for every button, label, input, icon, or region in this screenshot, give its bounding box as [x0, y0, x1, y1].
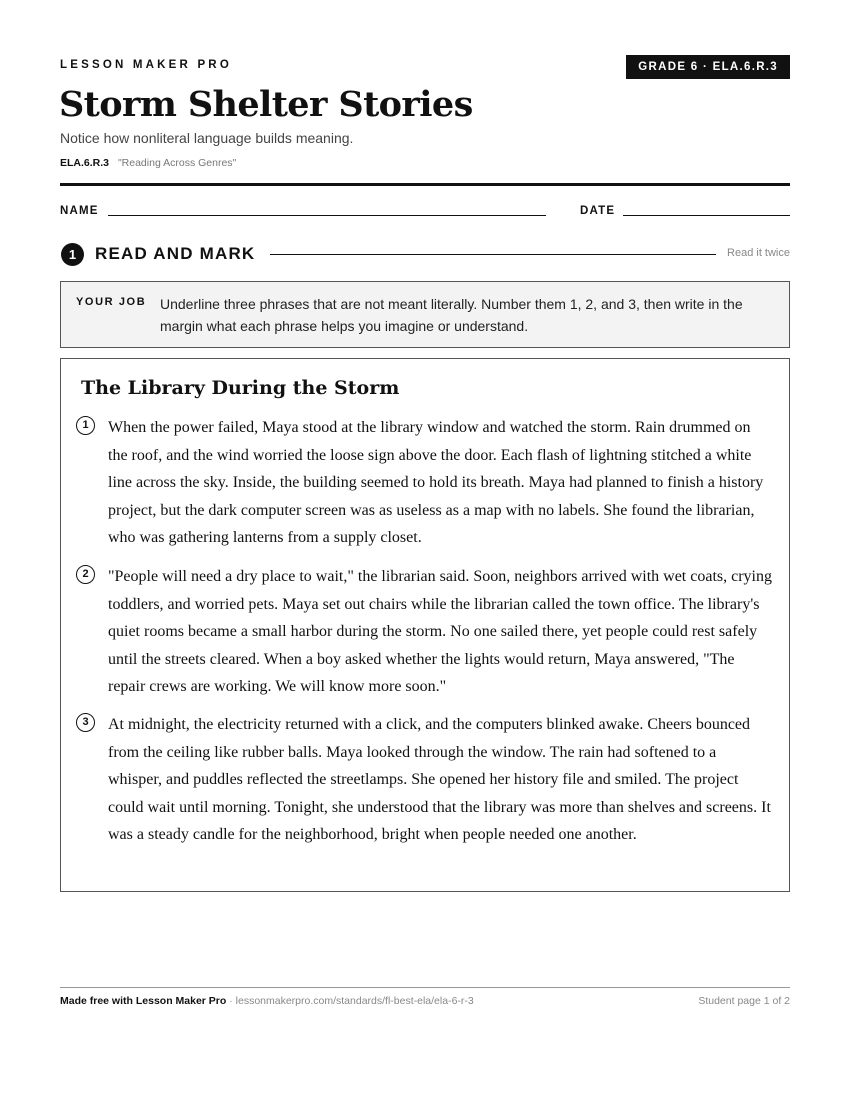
brand-name: LESSON MAKER PRO	[60, 59, 232, 71]
footer-url[interactable]: · lessonmakerpro.com/standards/fl-best-ela/ela-6-r-3	[226, 995, 474, 1007]
paragraph-text: When the power failed, Maya stood at the library window and watched the storm. Rain drummed on the roof, and the wind worried the loose sign above the door. Each flash of lightning stitched a white line across the sky. Inside, the building seemed to hold its breath. Maya had planned to finish a history project, but the dark computer screen was as useless as a map with no labels. She found the librarian, who was gathering lanterns from a supply closet.	[108, 419, 764, 547]
page-subtitle: Notice how nonliteral language builds meaning.	[60, 130, 354, 146]
footer-divider	[60, 987, 790, 988]
job-instructions: Underline three phrases that are not meant literally. Number them 1, 2, and 3, then write in the margin what each phrase helps you imagine or understand.	[160, 296, 743, 334]
job-box	[60, 281, 790, 348]
name-field-line[interactable]	[108, 215, 546, 216]
standard-name: "Reading Across Genres"	[117, 157, 237, 169]
job-label: YOUR JOB	[76, 296, 147, 308]
name-label: NAME	[60, 205, 99, 217]
header-divider	[60, 183, 790, 186]
page-title: Storm Shelter Stories	[59, 84, 473, 125]
date-label: DATE	[580, 205, 616, 217]
section-divider	[270, 254, 716, 255]
standard-line	[60, 157, 236, 169]
footer-page-number: Student page 1 of 2	[698, 995, 790, 1007]
footer-credit	[60, 995, 474, 1007]
date-field-line[interactable]	[623, 215, 790, 216]
grade-badge: GRADE 6 · ELA.6.R.3	[626, 55, 790, 79]
section-note: Read it twice	[727, 247, 790, 259]
paragraph-number: 1	[76, 416, 95, 435]
paragraph-number: 2	[76, 565, 95, 584]
section-number-badge: 1	[61, 243, 84, 266]
footer-made-with: Made free with Lesson Maker Pro	[60, 995, 227, 1007]
standard-code: ELA.6.R.3	[60, 157, 110, 169]
paragraph-text: "People will need a dry place to wait," the librarian said. Soon, neighbors arrived with wet coats, crying toddlers, and worried pets. Maya set out chairs while the librarian called the town office. The library's quiet rooms became a small harbor during the storm. No one sailed there, yet people could rest safely until the streets cleared. When a boy asked whether the lights would return, Maya answered, "The repair crews are working. We will know more soon."	[108, 568, 772, 696]
passage-title: The Library During the Storm	[81, 377, 400, 399]
paragraph-text: At midnight, the electricity returned with a click, and the computers blinked awake. Cheers bounced from the ceiling like rubber balls. Maya looked through the window. The rain had softened to a whisper, and puddles reflected the streetlamps. She opened her history file and smiled. The project could wait until morning. Tonight, she understood that the library was more than shelves and screens. It was a steady candle for the neighborhood, bright when people needed one another.	[108, 716, 771, 844]
paragraph-number: 3	[76, 713, 95, 732]
passage-box	[60, 358, 790, 892]
section-title: READ AND MARK	[95, 244, 256, 263]
